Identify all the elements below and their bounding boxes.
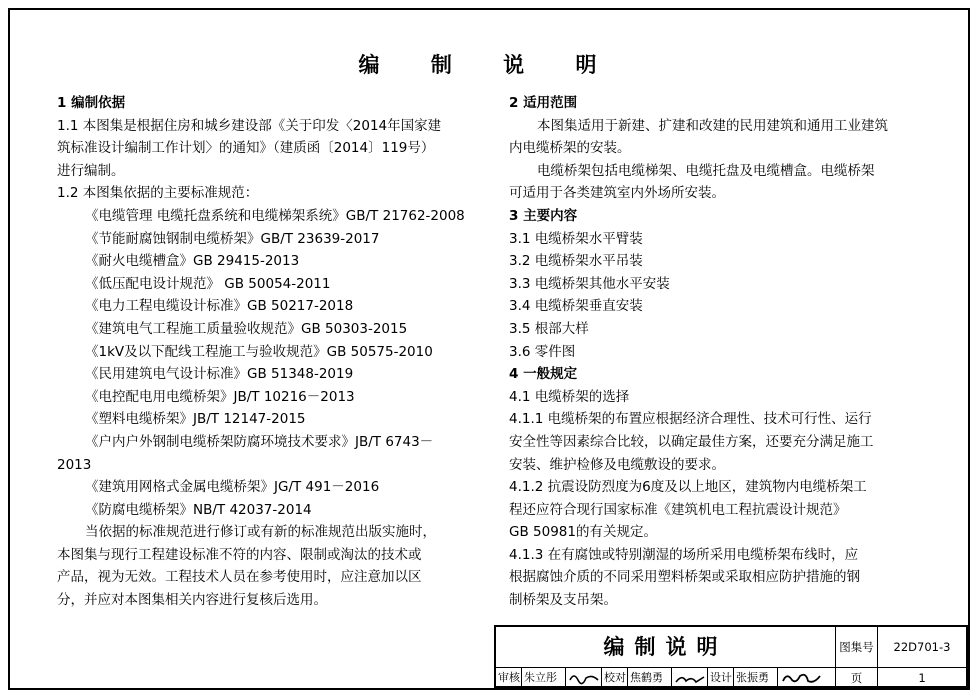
paragraph-line: 4.1 电缆桥架的选择	[509, 388, 630, 405]
content-item: 3.6 零件图	[509, 343, 576, 360]
standard-item: 《电控配电用电缆桥架》JB/T 10216－2013	[85, 388, 355, 405]
paragraph-line: 进行编制。	[57, 162, 125, 179]
standard-item: 《防腐电缆桥架》NB/T 42037-2014	[85, 501, 312, 518]
standard-item-cont: 2013	[57, 456, 92, 473]
paragraph-line: GB 50981的有关规定。	[509, 524, 657, 541]
title-block-name: 编制说明	[496, 627, 836, 668]
page-label: 页	[836, 668, 878, 688]
standard-item: 《户内户外钢制电缆桥架防腐环境技术要求》JB/T 6743－	[85, 433, 434, 450]
paragraph-line: 程还应符合现行国家标准《建筑机电工程抗震设计规范》	[509, 501, 847, 518]
atlas-number: 22D701-3	[878, 627, 966, 668]
standard-item: 《低压配电设计规范》 GB 50054-2011	[85, 275, 331, 292]
design-name: 张振勇	[734, 668, 778, 688]
standard-item: 《电力工程电缆设计标准》GB 50217-2018	[85, 298, 354, 315]
paragraph-line: 4.1.1 电缆桥架的布置应根据经济合理性、技术可行性、运行	[509, 411, 872, 428]
paragraph-line: 产品，视为无效。工程技术人员在参考使用时，应注意加以区	[57, 569, 422, 586]
paragraph-line: 内电缆桥架的安装。	[509, 140, 631, 157]
standard-item: 《建筑用网格式金属电缆桥架》JG/T 491－2016	[85, 479, 380, 496]
signature-row	[496, 668, 836, 688]
left-column	[57, 92, 481, 612]
paragraph-line: 制桥架及支吊架。	[509, 592, 617, 609]
paragraph-line: 可适用于各类建筑室内外场所安装。	[509, 185, 725, 202]
check-label: 校对	[602, 668, 628, 688]
standard-item: 《电缆管理 电缆托盘系统和电缆梯架系统》GB/T 21762-2008	[85, 207, 465, 224]
paragraph-line: 1.1 本图集是根据住房和城乡建设部《关于印发〈2014年国家建	[57, 117, 442, 134]
section-heading: 3 主要内容	[509, 207, 578, 224]
paragraph-line: 当依据的标准规范进行修订或有新的标准规范出版实施时，	[85, 524, 436, 541]
standard-item: 《塑料电缆桥架》JB/T 12147-2015	[85, 411, 306, 428]
paragraph-line: 筑标准设计编制工作计划〉的通知》（建质函〔2014〕119号）	[57, 140, 435, 157]
standard-item: 《建筑电气工程施工质量验收规范》GB 50303-2015	[85, 320, 408, 337]
paragraph-line: 电缆桥架包括电缆梯架、电缆托盘及电缆槽盒。电缆桥架	[537, 162, 875, 179]
section-heading: 2 适用范围	[509, 95, 578, 111]
paragraph-line: 本图集适用于新建、扩建和改建的民用建筑和通用工业建筑	[537, 117, 888, 134]
design-signature	[778, 668, 826, 688]
paragraph-line: 1.2 本图集依据的主要标准规范：	[57, 185, 259, 202]
page-title: 编 制 说 明	[358, 53, 619, 77]
design-label: 设计	[708, 668, 734, 688]
paragraph-line: 安全性等因素综合比较，以确定最佳方案，还要充分满足施工	[509, 433, 874, 450]
content-item: 3.1 电缆桥架水平臂装	[509, 230, 643, 247]
paragraph-line: 本图集与现行工程建设标准不符的内容、限制或淘汰的技术或	[57, 546, 422, 563]
content-item: 3.2 电缆桥架水平吊装	[509, 253, 643, 270]
content-item: 3.5 根部大样	[509, 320, 589, 337]
paragraph-line: 根据腐蚀介质的不同采用塑料桥架或采取相应防护措施的钢	[509, 569, 860, 586]
paragraph-line: 4.1.3 在有腐蚀或特别潮湿的场所采用电缆桥架布线时，应	[509, 546, 859, 563]
atlas-label: 图集号	[836, 627, 878, 668]
review-signature	[566, 668, 602, 688]
paragraph-line: 安装、维护检修及电缆敷设的要求。	[509, 456, 725, 473]
standard-item: 《节能耐腐蚀钢制电缆桥架》GB/T 23639-2017	[85, 230, 380, 247]
check-signature	[672, 668, 708, 688]
title-block	[494, 625, 968, 688]
paragraph-line: 4.1.2 抗震设防烈度为6度及以上地区，建筑物内电缆桥架工	[509, 479, 867, 496]
check-name: 焦鹤勇	[628, 668, 672, 688]
content-item: 3.3 电缆桥架其他水平安装	[509, 275, 670, 292]
paragraph-line: 分，并应对本图集相关内容进行复核后选用。	[57, 592, 327, 609]
standard-item: 《1kV及以下配线工程施工与验收规范》GB 50575-2010	[85, 343, 433, 360]
review-label: 审核	[496, 668, 522, 688]
section-heading: 1 编制依据	[57, 95, 126, 111]
review-name: 朱立彤	[522, 668, 566, 688]
standard-item: 《耐火电缆槽盒》GB 29415-2013	[85, 253, 300, 270]
page-number: 1	[918, 671, 926, 685]
right-column	[509, 92, 929, 612]
content-item: 3.4 电缆桥架垂直安装	[509, 298, 643, 315]
standard-item: 《民用建筑电气设计标准》GB 51348-2019	[85, 366, 354, 383]
section-heading: 4 一般规定	[509, 366, 578, 383]
